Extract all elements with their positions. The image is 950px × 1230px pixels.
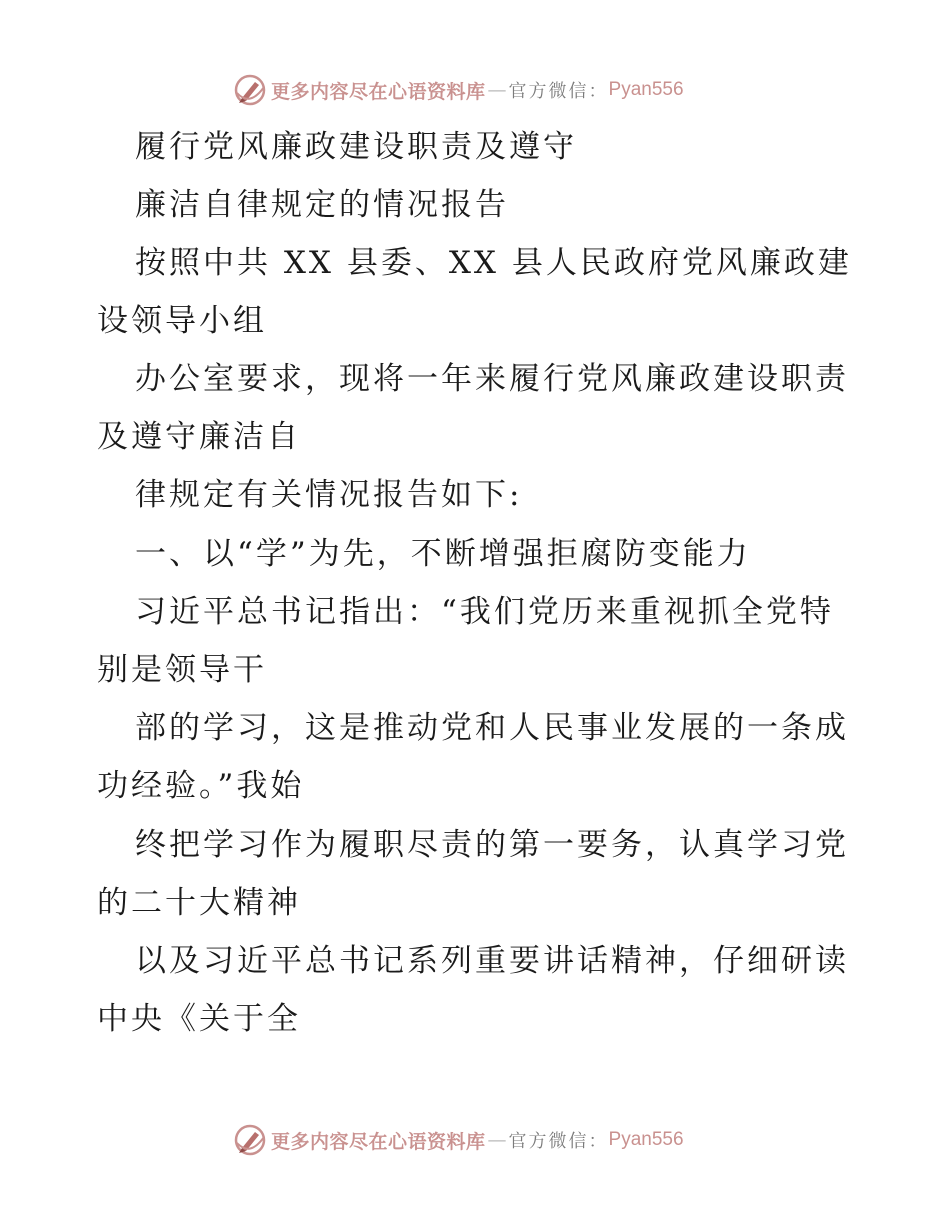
watermark-id: Pyan556 <box>608 79 684 100</box>
watermark-id: Pyan556 <box>608 1129 684 1150</box>
paragraph-line: 终把学习作为履职尽责的第一要务，认真学习党 <box>135 827 849 863</box>
paragraph-line: 以及习近平总书记系列重要讲话精神，仔细研读 <box>135 943 849 979</box>
pen-logo-icon <box>233 1123 267 1157</box>
paragraph-line: 按照中共 XX 县委、XX 县人民政府党风廉政建 <box>135 245 852 281</box>
paragraph-line: 设领导小组 <box>97 303 267 339</box>
header-watermark <box>233 72 684 108</box>
doc-title-line-1: 履行党风廉政建设职责及遵守 <box>135 129 577 165</box>
paragraph-line: 中央《关于全 <box>97 1001 301 1037</box>
watermark-brand: 更多内容尽在心语资料库 <box>271 80 486 103</box>
footer-watermark <box>233 1122 684 1158</box>
paragraph-line: 功经验。”我始 <box>97 768 305 804</box>
watermark-separator: — <box>487 79 507 101</box>
doc-title-line-2: 廉洁自律规定的情况报告 <box>135 187 509 223</box>
paragraph-line: 别是领导干 <box>97 652 267 688</box>
paragraph-line: 及遵守廉洁自 <box>97 419 301 455</box>
section-heading: 一、以“学”为先，不断增强拒腐防变能力 <box>135 536 751 572</box>
watermark-label: 官方微信： <box>508 1131 609 1152</box>
paragraph-line: 律规定有关情况报告如下: <box>135 477 523 513</box>
paragraph-line: 习近平总书记指出：“我们党历来重视抓全党特 <box>135 594 834 630</box>
paragraph-line: 办公室要求，现将一年来履行党风廉政建设职责 <box>135 361 849 397</box>
paragraph-line: 的二十大精神 <box>97 885 301 921</box>
paragraph-line: 部的学习，这是推动党和人民事业发展的一条成 <box>135 710 849 746</box>
watermark-separator: — <box>487 1129 507 1151</box>
watermark-brand: 更多内容尽在心语资料库 <box>271 1130 486 1153</box>
pen-logo-icon <box>233 73 267 107</box>
watermark-label: 官方微信： <box>508 81 609 102</box>
